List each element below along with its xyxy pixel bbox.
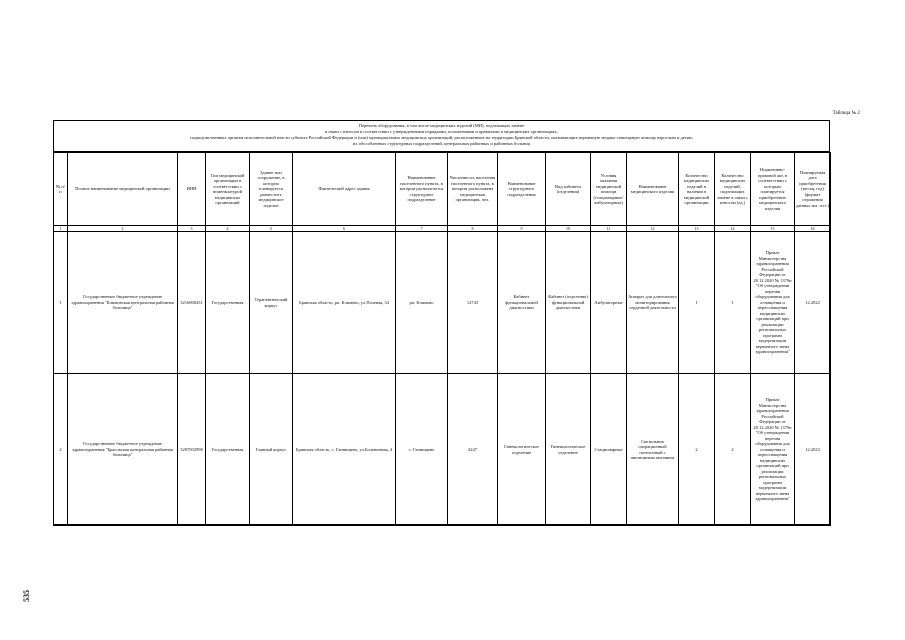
header-cell: Полное наименование медицинской организации <box>68 153 178 226</box>
header-cell: Вид кабинета (отделения) <box>546 153 591 226</box>
header-cell: Наименование медицинского изделия <box>627 153 679 226</box>
column-number: 10 <box>546 226 591 232</box>
table-row <box>54 374 831 526</box>
column-number: 11 <box>591 226 627 232</box>
legal-act-cell: Приказ Министерства здравоохранения Российской Федерации от 28.12.2020 № 1379н "Об утверждении перечня оборудования для оснащения и переоснащения медицинских организаций при реализации региональных программ модернизации первичного звена здравоохранения" <box>751 232 795 374</box>
column-number: 3 <box>178 226 206 232</box>
qty-have-cell: 1 <box>679 232 715 374</box>
qty-have-cell: 2 <box>679 374 715 526</box>
division-cell: Кабинет функциональной диагностики <box>498 232 546 374</box>
table-title <box>53 120 830 152</box>
cabinet-cell: Кабинет (отделение) функциональной диагностики <box>546 232 591 374</box>
header-cell: Наименование структурного подразделения <box>498 153 546 226</box>
table-row <box>54 232 831 374</box>
header-cell: Нормативно-правовой акт, в соответствии с которым планируется приобретение медицинского изделия <box>751 153 795 226</box>
org-name-cell: Государственное бюджетное учреждение здравоохранения "Климовская центральная районная больница" <box>68 232 178 374</box>
device-cell: Светильник операционный потолочный с автономным питанием <box>627 374 679 526</box>
inn-cell: 3207002998 <box>178 374 206 526</box>
division-cell: Гинекологическое отделение <box>498 374 546 526</box>
column-number: 5 <box>250 226 293 232</box>
title-line-1: Перечень оборудования, в том числе медицинских изделий (МИ), подлежащих замене <box>358 123 525 128</box>
row-number: 2 <box>54 374 68 526</box>
org-name-cell: Государственное бюджетное учреждение здравоохранения "Брасовская центральная районная больница" <box>68 374 178 526</box>
column-number: 13 <box>679 226 715 232</box>
header-cell: Тип медицинской организации в соответствии с номенклатурой медицинских организаций <box>206 153 250 226</box>
header-cell: Количество медицинских изделий в наличии в медицинской организации <box>679 153 715 226</box>
column-number: 12 <box>627 226 679 232</box>
conditions-cell: Стационарные <box>591 374 627 526</box>
header-row <box>54 153 831 226</box>
building-cell: Терапевтический корпус <box>250 232 293 374</box>
address-cell: Брянская область, рп. Климово, ул.Полевая, 34 <box>293 232 396 374</box>
header-cell: Здание или сооружение, в котором планируется разместить медицинское изделие <box>250 153 293 226</box>
title-line-4: их обособленных структурных подразделений, центральных районных и районных больниц <box>352 141 531 146</box>
column-number: 8 <box>448 226 498 232</box>
org-type-cell: Государственная <box>206 374 250 526</box>
column-number: 15 <box>751 226 795 232</box>
legal-act-cell: Приказ Министерства здравоохранения Российской Федерации от 28.12.2020 № 1379н "Об утверждении перечня оборудования для оснащения и переоснащения медицинских организаций при реализации региональных программ модернизации первичного звена здравоохранения" <box>751 374 795 526</box>
header-cell: Наименование населенного пункта, в котором располагается структурное подразделение <box>396 153 448 226</box>
column-number: 1 <box>54 226 68 232</box>
page-number: 535 <box>22 590 31 602</box>
column-number: 14 <box>715 226 751 232</box>
header-cell: Планируемая дата приобретения (месяц, год) (формат отражения данных мм. гггг.) <box>795 153 831 226</box>
header-cell: № п/п <box>54 153 68 226</box>
header-cell: Численность населения населенного пункта, в котором расположена медицинская организация, чел. <box>448 153 498 226</box>
qty-replace-cell: 2 <box>715 374 751 526</box>
header-cell: Условия оказания медицинской помощи (стационарные/ амбулаторные) <box>591 153 627 226</box>
table-number: Таблица № 2 <box>832 111 860 116</box>
column-number: 2 <box>68 226 178 232</box>
population-cell: 4247 <box>448 374 498 526</box>
date-cell: 12.2022 <box>795 232 831 374</box>
equipment-table <box>53 152 831 526</box>
header-cell: Количество медицинских изделий, подлежащих замене в связи с износом (ед.) <box>715 153 751 226</box>
column-number: 6 <box>293 226 396 232</box>
title-line-3: подведомственных органам исполнительной власти субъекта Российской Федерации и (или) муниципальных медицинских организаций, расположенных на территории Брянской области, оказывающих первичную медико-санитарную помощь взрослым и детям, <box>190 135 693 140</box>
building-cell: Главный корпус <box>250 374 293 526</box>
date-cell: 12.2023 <box>795 374 831 526</box>
title-line-2: в связи с износом в соответствии с утвержденными порядками, положениями и правилами в медицинских организациях, <box>325 129 558 134</box>
column-number: 9 <box>498 226 546 232</box>
column-number: 16 <box>795 226 831 232</box>
conditions-cell: Амбулаторные <box>591 232 627 374</box>
cabinet-cell: Гинекологическое отделение <box>546 374 591 526</box>
inn-cell: 3216000431 <box>178 232 206 374</box>
column-number: 4 <box>206 226 250 232</box>
locality-cell: с. Глинищево <box>396 374 448 526</box>
qty-replace-cell: 1 <box>715 232 751 374</box>
locality-cell: рп. Климово <box>396 232 448 374</box>
column-number: 7 <box>396 226 448 232</box>
row-number: 1 <box>54 232 68 374</box>
device-cell: Аппарат для длительного мониторирования сердечной деятельности <box>627 232 679 374</box>
population-cell: 12743 <box>448 232 498 374</box>
header-cell: ИНН <box>178 153 206 226</box>
address-cell: Брянская область, с. Глинищево, ул.Больничная, 4 <box>293 374 396 526</box>
org-type-cell: Государственная <box>206 232 250 374</box>
header-cell: Фактический адрес здания <box>293 153 396 226</box>
